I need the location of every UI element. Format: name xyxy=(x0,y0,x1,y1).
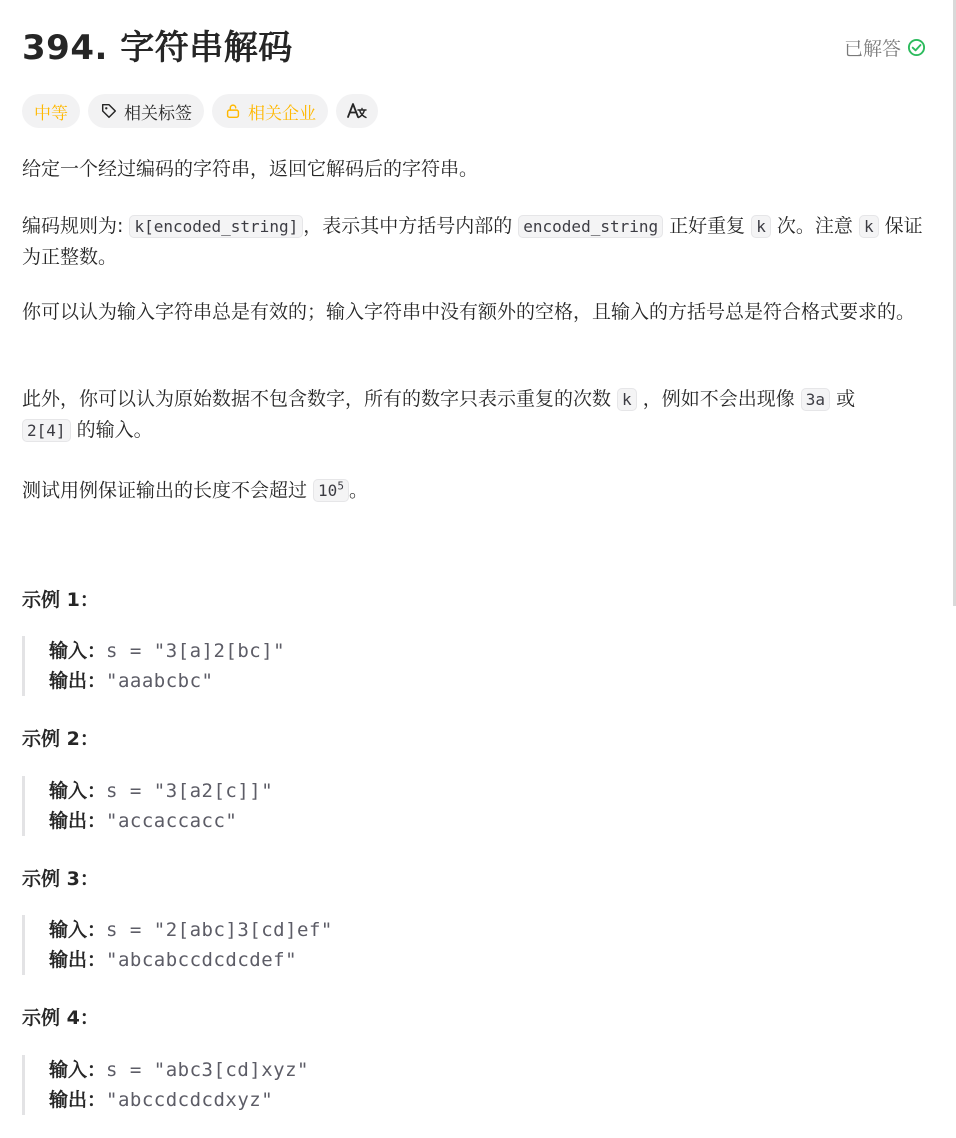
description-paragraph-4 xyxy=(22,384,862,446)
input-value: s = "2[abc]3[cd]ef" xyxy=(106,919,333,941)
output-value: "abcabccdcdcdef" xyxy=(106,949,298,971)
inline-code: k xyxy=(617,388,637,411)
output-label: 输出： xyxy=(49,810,107,832)
text-span: 的输入。 xyxy=(70,419,153,441)
input-value: s = "3[a]2[bc]" xyxy=(106,640,286,662)
input-label: 输入： xyxy=(49,919,107,941)
description-paragraph-1: 给定一个经过编码的字符串，返回它解码后的字符串。 xyxy=(22,158,479,180)
example-3-output xyxy=(49,945,929,975)
example-3-title: 示例 3： xyxy=(22,868,99,890)
example-2-block xyxy=(22,776,929,836)
example-3-input xyxy=(49,915,929,945)
input-value: s = "3[a2[c]]" xyxy=(106,780,274,802)
output-label: 输出： xyxy=(49,670,107,692)
example-1-block xyxy=(22,636,929,696)
input-value: s = "abc3[cd]xyz" xyxy=(106,1059,309,1081)
example-1-title: 示例 1： xyxy=(22,589,99,611)
solved-label: 已解答 xyxy=(843,38,901,60)
topics-tag-button[interactable] xyxy=(88,94,204,128)
example-4-output xyxy=(49,1085,929,1115)
companies-tag-button[interactable] xyxy=(212,94,328,128)
example-2-output xyxy=(49,806,929,836)
text-span: 。 xyxy=(348,479,368,502)
output-label: 输出： xyxy=(49,1089,107,1111)
input-label: 输入： xyxy=(49,1059,107,1081)
text-span: 或 xyxy=(830,388,856,410)
example-3-block xyxy=(22,915,929,975)
inline-code xyxy=(313,479,349,502)
code-base: 10 xyxy=(318,481,338,501)
tag-icon xyxy=(100,102,118,120)
text-span: 保证为正整数。 xyxy=(22,215,923,268)
input-label: 输入： xyxy=(49,780,107,802)
text-span: 次。注意 xyxy=(770,215,859,237)
text-span: 测试用例保证输出的长度不会超过 xyxy=(22,479,314,502)
problem-title: 394. 字符串解码 xyxy=(22,28,293,68)
companies-tag-label: 相关企业 xyxy=(248,103,316,124)
example-4-block xyxy=(22,1055,929,1115)
description-paragraph-3: 你可以认为输入字符串总是有效的；输入字符串中没有额外的空格，且输入的方括号总是符合格式要求的。 xyxy=(22,301,916,323)
inline-code: k[encoded_string] xyxy=(129,215,303,238)
inline-code: 3a xyxy=(801,388,830,411)
output-value: "abccdcdcdxyz" xyxy=(106,1089,274,1111)
difficulty-label: 中等 xyxy=(34,103,68,124)
inline-code: k xyxy=(859,215,879,238)
output-value: "accaccacc" xyxy=(106,810,238,832)
translate-button[interactable] xyxy=(336,94,378,128)
example-2-title: 示例 2： xyxy=(22,728,99,750)
text-span: ，例如不会出现像 xyxy=(636,388,801,410)
code-exponent: 5 xyxy=(337,480,344,493)
output-value: "aaabcbc" xyxy=(106,670,214,692)
description-paragraph-2 xyxy=(22,211,932,272)
description-paragraph-5 xyxy=(22,472,932,506)
translate-icon xyxy=(346,101,368,121)
text-span: ，表示其中方括号内部的 xyxy=(303,215,519,237)
inline-code: encoded_string xyxy=(518,215,663,238)
inline-code: k xyxy=(751,215,771,238)
example-4-input xyxy=(49,1055,929,1085)
example-1-output xyxy=(49,666,929,696)
text-span: 编码规则为: xyxy=(22,215,130,237)
difficulty-tag[interactable] xyxy=(22,94,80,128)
inline-code: 2[4] xyxy=(22,419,71,442)
check-circle-icon xyxy=(907,38,926,57)
output-label: 输出： xyxy=(49,949,107,971)
topics-tag-label: 相关标签 xyxy=(124,103,192,124)
text-span: 此外，你可以认为原始数据不包含数字，所有的数字只表示重复的次数 xyxy=(22,388,618,410)
tag-bar xyxy=(22,94,378,128)
example-2-input xyxy=(49,776,929,806)
example-4-title: 示例 4： xyxy=(22,1007,99,1029)
solved-status xyxy=(844,34,926,61)
lock-icon xyxy=(224,102,242,120)
text-span: 正好重复 xyxy=(663,215,752,237)
input-label: 输入： xyxy=(49,640,107,662)
example-1-input xyxy=(49,636,929,666)
